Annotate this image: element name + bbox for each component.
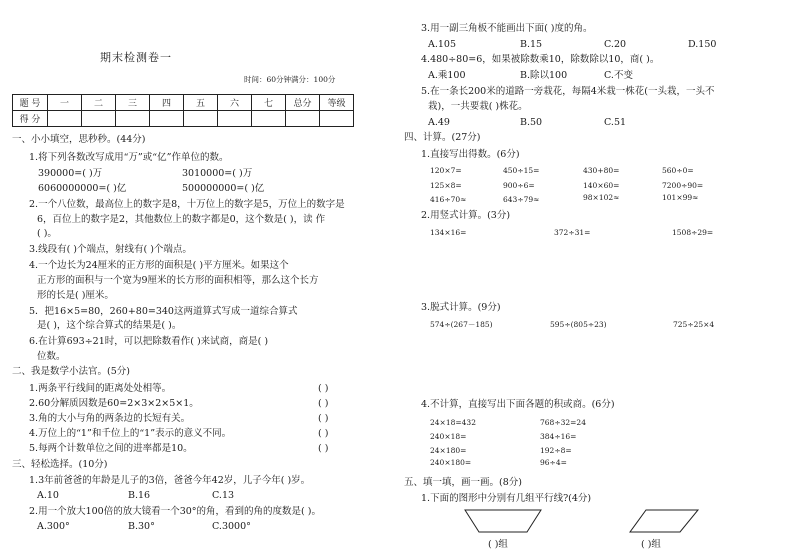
judge-item-5: 5.每两个计数单位之间的进率都是10。 [29, 443, 193, 454]
score-header-cell: 五 [184, 95, 218, 111]
question-6-line1: 6.在计算693÷21时，可以把除数看作( )来试商，商是( ) [29, 336, 269, 347]
score-header-cell: 题 号 [13, 95, 48, 111]
score-cell[interactable] [116, 111, 150, 127]
question-5-line2: 是( )，这个综合算式的结果是( )。 [37, 320, 182, 331]
choice-question-2: 2.用一个放大100倍的放大镜看一个30°的角，看到的角的度数是( )。 [29, 506, 321, 517]
calc-item: 900÷6= [503, 181, 535, 190]
calc-item: 1508÷29= [672, 228, 714, 237]
question-3: 3.线段有( )个端点，射线有( )个端点。 [29, 244, 192, 255]
score-table [12, 94, 354, 127]
question-4-line3: 形的长是( )厘米。 [37, 290, 114, 301]
score-row-label: 得 分 [13, 111, 48, 127]
choice-question-4: 4.480÷80=6，如果被除数乘10，除数除以10，商( )。 [421, 54, 660, 65]
calc-item: 240×18= [430, 432, 467, 441]
calc-item: 98×102≈ [583, 193, 620, 202]
trapezoid-figure [463, 508, 543, 534]
judge-answer-paren[interactable]: ( ) [318, 443, 329, 454]
score-cell[interactable] [184, 111, 218, 127]
calc-item: 192÷8= [540, 446, 572, 455]
calc-item: 140×60= [583, 181, 620, 190]
score-table-score-row [13, 111, 354, 127]
parallelogram-figure [628, 508, 700, 534]
question-1d: 500000000=( )亿 [182, 183, 265, 194]
section-5-title: 五、填一填，画一画。(8分) [404, 477, 522, 488]
score-header-cell: 七 [252, 95, 286, 111]
question-1c: 6060000000=( )亿 [38, 183, 127, 194]
score-header-cell: 三 [116, 95, 150, 111]
figure-answer-label[interactable]: ( )组 [488, 539, 508, 550]
question-1: 1.将下列各数改写成用“万”或“亿”作单位的数。 [29, 152, 229, 163]
choice-question-5-line1: 5.在一条长200米的道路一旁栽花，每隔4米栽一株花(一头栽，一头不 [421, 86, 715, 97]
choice-option[interactable]: B.除以100 [520, 70, 568, 81]
time-info: 时间：60分钟满分：100分 [244, 75, 336, 84]
calc-item: 7200÷90= [662, 181, 704, 190]
calc-item: 450÷15= [503, 166, 540, 175]
choice-option[interactable]: B.30° [128, 521, 155, 532]
score-cell[interactable] [320, 111, 354, 127]
judge-item-3: 3.角的大小与角的两条边的长短有关。 [29, 413, 191, 424]
question-1b: 3010000=( )万 [182, 168, 253, 179]
choice-option[interactable]: B.16 [128, 490, 151, 501]
calc-item: 643÷79≈ [503, 195, 540, 204]
score-cell[interactable] [286, 111, 320, 127]
choice-option[interactable]: C.3000° [212, 521, 251, 532]
judge-item-4: 4.万位上的“1”和千位上的“1”表示的意义不同。 [29, 428, 232, 439]
calc-part-2: 2.用竖式计算。(3分) [421, 210, 511, 221]
calc-item: 768÷32=24 [540, 418, 586, 427]
score-header-cell: 四 [150, 95, 184, 111]
choice-option[interactable]: D.150 [688, 39, 717, 50]
judge-answer-paren[interactable]: ( ) [318, 428, 329, 439]
question-4-line1: 4.一个边长为24厘米的正方形的面积是( )平方厘米。如果这个 [29, 260, 289, 271]
choice-question-5-line2: 栽)，一共要栽( )株花。 [428, 101, 528, 112]
calc-item: 240×180= [430, 458, 472, 467]
choice-option[interactable]: C.13 [212, 490, 235, 501]
score-cell[interactable] [218, 111, 252, 127]
choice-option[interactable]: A.10 [37, 490, 59, 501]
score-header-cell: 总分 [286, 95, 320, 111]
score-cell[interactable] [252, 111, 286, 127]
calc-part-3: 3.脱式计算。(9分) [421, 302, 501, 313]
question-6-line2: 位数。 [37, 351, 66, 362]
calc-item: 725÷25×4 [673, 320, 715, 329]
calc-item: 125×8= [430, 181, 462, 190]
calc-item: 101×99≈ [662, 193, 699, 202]
choice-question-1: 1.3年前爸爸的年龄是儿子的3倍，爸爸今年42岁，儿子今年( )岁。 [29, 475, 311, 486]
score-table-header-row [13, 95, 354, 111]
choice-option[interactable]: C.不变 [604, 70, 633, 81]
section-2-title: 二、我是数学小法官。(5分) [12, 366, 130, 377]
calc-item: 372÷31= [554, 228, 591, 237]
score-cell[interactable] [150, 111, 184, 127]
judge-item-2: 2.60分解质因数是60=2×3×2×5×1。 [29, 398, 199, 409]
judge-answer-paren[interactable]: ( ) [318, 383, 329, 394]
choice-option[interactable]: A.49 [428, 117, 450, 128]
calc-item: 595÷(805÷23) [550, 320, 607, 329]
section-1-title: 一、小小填空，思秒秒。(44分) [12, 134, 146, 145]
calc-item: 430+80= [583, 166, 620, 175]
question-1a: 390000=( )万 [38, 168, 103, 179]
page-title: 期末检测卷一 [100, 51, 172, 64]
score-cell[interactable] [48, 111, 82, 127]
calc-item: 24×180= [430, 446, 467, 455]
judge-item-1: 1.两条平行线间的距离处处相等。 [29, 383, 172, 394]
choice-option[interactable]: C.51 [604, 117, 627, 128]
score-header-cell: 六 [218, 95, 252, 111]
choice-option[interactable]: B.15 [520, 39, 543, 50]
score-cell[interactable] [82, 111, 116, 127]
question-2-line3: ( )。 [37, 228, 57, 239]
choice-option[interactable]: A.300° [37, 521, 70, 532]
score-header-cell: 等级 [320, 95, 354, 111]
score-header-cell: 二 [82, 95, 116, 111]
choice-option[interactable]: B.50 [520, 117, 543, 128]
calc-part-4: 4.不计算，直接写出下面各题的积或商。(6分) [421, 399, 615, 410]
choice-option[interactable]: A.105 [428, 39, 457, 50]
calc-item: 96÷4= [540, 458, 567, 467]
fill-question-1: 1.下面的图形中分别有几组平行线?(4分) [421, 493, 592, 504]
judge-answer-paren[interactable]: ( ) [318, 413, 329, 424]
question-4-line2: 正方形的面积与一个宽为9厘米的长方形的面积相等，那么这个长方 [37, 275, 319, 286]
section-3-title: 三、轻松选择。(10分) [12, 459, 108, 470]
choice-option[interactable]: A.乘100 [428, 70, 466, 81]
section-4-title: 四、计算。(27分) [404, 132, 481, 143]
calc-item: 384÷16= [540, 432, 577, 441]
calc-part-1: 1.直接写出得数。(6分) [421, 149, 520, 160]
score-header-cell: 一 [48, 95, 82, 111]
calc-item: 560÷0= [662, 166, 694, 175]
figure-answer-label[interactable]: ( )组 [641, 539, 661, 550]
question-2-line1: 2.一个八位数，最高位上的数字是8，十万位上的数字是5，万位上的数字是 [29, 199, 345, 210]
calc-item: 574÷(267－185) [430, 320, 493, 329]
question-5-line1: 5．把16×5=80，260+80=340这两道算式写成一道综合算式 [29, 306, 298, 317]
calc-item: 120×7= [430, 166, 462, 175]
judge-answer-paren[interactable]: ( ) [318, 398, 329, 409]
calc-item: 416÷70≈ [430, 195, 467, 204]
choice-option[interactable]: C.20 [604, 39, 627, 50]
choice-question-3: 3.用一副三角板不能画出下面( )度的角。 [421, 23, 593, 34]
calc-item: 24×18=432 [430, 418, 476, 427]
calc-item: 134×16= [430, 228, 467, 237]
question-2-line2: 6，百位上的数字是2，其他数位上的数字都是0，这个数是( )，读 作 [37, 214, 326, 225]
